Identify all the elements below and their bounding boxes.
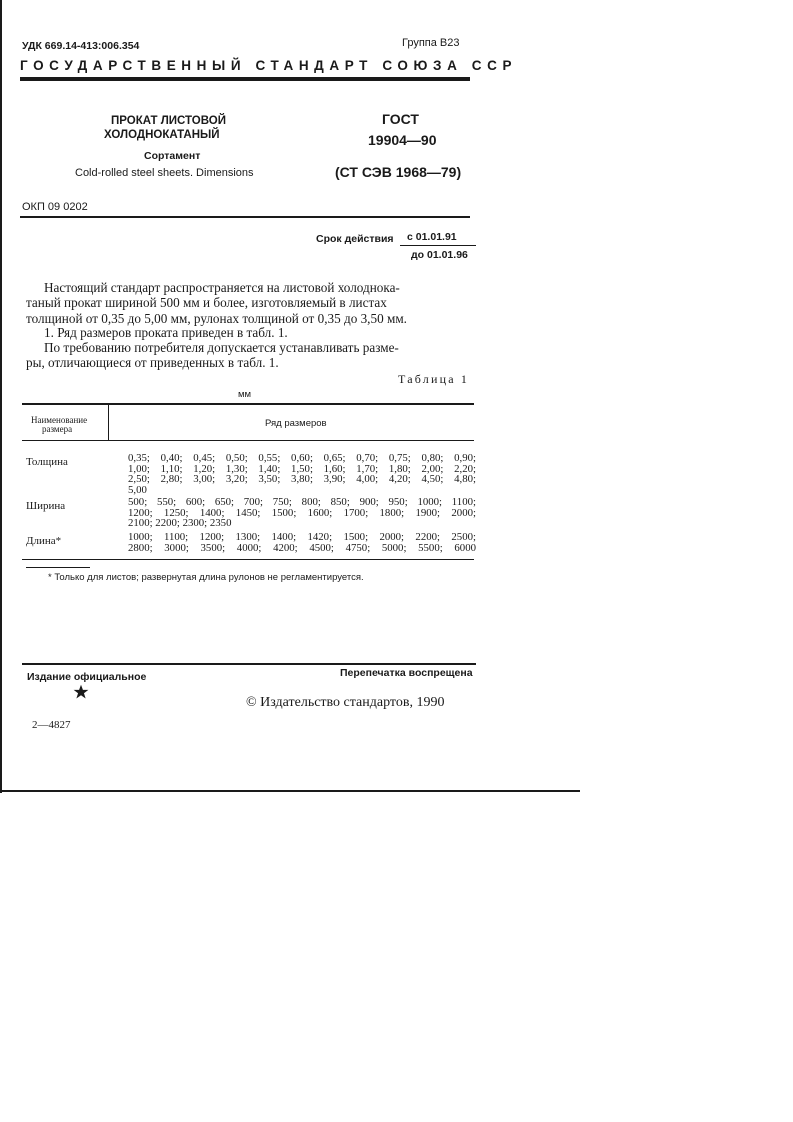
validity-to: до 01.01.96: [411, 249, 468, 261]
value-line: 0,35; 0,40; 0,45; 0,50; 0,55; 0,60; 0,65; 0,70; 0,75; 0,80; 0,90;: [128, 452, 476, 464]
table-caption: Таблица 1: [398, 372, 470, 386]
copyright-notice: © Издательство стандартов, 1990: [246, 695, 445, 710]
reprint-prohibited: Перепечатка воспрещена: [340, 667, 473, 679]
validity-rule: [400, 245, 476, 246]
validity-label: Срок действия: [316, 233, 394, 245]
title-subtitle: Сортамент: [144, 150, 201, 162]
table-header-name-line-2: размера: [42, 424, 73, 434]
page-left-edge: [0, 0, 2, 793]
okp-rule: [20, 216, 470, 218]
gost-number: 19904—90: [368, 132, 437, 148]
banner-rule: [20, 77, 470, 81]
deviation-paragraph: [26, 340, 478, 371]
okp-code: ОКП 09 0202: [22, 201, 88, 213]
table-header-name-line-1: Наименование: [31, 415, 88, 425]
title-line-2: ХОЛОДНОКАТАНЫЙ: [104, 129, 220, 141]
state-standard-banner: ГОСУДАРСТВЕННЫЙ СТАНДАРТ СОЮЗА ССР: [20, 58, 518, 73]
table-row-length-values: [128, 532, 476, 553]
official-edition: Издание официальное: [27, 671, 147, 683]
table-row-width-name: Ширина: [26, 500, 66, 512]
title-english: Cold-rolled steel sheets. Dimensions: [75, 167, 254, 179]
deviation-line: ры, отличающиеся от приведенных в табл. 1.: [26, 355, 279, 371]
scope-line: Настоящий стандарт распространяется на листовой холоднока-: [44, 280, 400, 295]
udk-code: УДК 669.14-413:006.354: [22, 40, 140, 52]
table-bottom-rule: [22, 559, 474, 560]
value-line: 5,00: [128, 483, 147, 496]
table-row-thickness-values: [128, 453, 476, 495]
group-code: Группа В23: [402, 37, 460, 49]
table-row-length-name: Длина*: [26, 535, 62, 547]
table-top-rule: [22, 403, 474, 405]
table-column-divider: [108, 404, 109, 440]
value-line: 1000; 1100; 1200; 1300; 1400; 1420; 1500; 2000; 2200; 2500;: [128, 531, 476, 543]
validity-from: с 01.01.91: [407, 231, 457, 243]
table-header-rule: [22, 440, 474, 441]
footnote-rule: [26, 567, 90, 568]
page-bottom-edge: [0, 790, 580, 792]
scope-line: толщиной от 0,35 до 5,00 мм, рулонах толщиной от 0,35 до 3,50 мм.: [26, 310, 407, 326]
table-unit: мм: [238, 389, 252, 400]
scope-paragraph: [26, 280, 478, 326]
deviation-line: По требованию потребителя допускается устанавливать разме-: [44, 340, 399, 355]
value-line: 1,00; 1,10; 1,20; 1,30; 1,40; 1,50; 1,60; 1,70; 1,80; 2,00; 2,20;: [128, 462, 476, 475]
print-code: 2—4827: [32, 719, 71, 731]
value-line: 2100; 2200; 2300; 2350: [128, 517, 232, 529]
table-row-width-values: [128, 497, 476, 529]
st-sev-number: (СТ СЭВ 1968—79): [335, 164, 462, 180]
footer-rule: [22, 663, 476, 665]
title-line-1: ПРОКАТ ЛИСТОВОЙ: [111, 115, 226, 127]
scope-line: таный прокат шириной 500 мм и более, изготовляемый в листах: [26, 295, 387, 311]
table-footnote: * Только для листов; развернутая длина рулонов не регламентируется.: [48, 572, 364, 583]
table-row-thickness-name: Толщина: [26, 456, 68, 468]
clause-line: 1. Ряд размеров проката приведен в табл. 1.: [44, 325, 288, 340]
gost-label: ГОСТ: [382, 111, 419, 127]
value-line: 2,50; 2,80; 3,00; 3,20; 3,50; 3,80; 3,90; 4,00; 4,20; 4,50; 4,80;: [128, 473, 476, 485]
value-line: 2800; 3000; 3500; 4000; 4200; 4500; 4750; 5000; 5500; 6000: [128, 541, 476, 554]
table-header-values: Ряд размеров: [265, 418, 327, 429]
value-line: 500; 550; 600; 650; 700; 750; 800; 850; 900; 950; 1000; 1100;: [128, 496, 476, 508]
clause-1-paragraph: [26, 325, 478, 340]
value-line: 1200; 1250; 1400; 1450; 1500; 1600; 1700; 1800; 1900; 2000;: [128, 506, 476, 519]
black-star-icon: [73, 684, 89, 700]
